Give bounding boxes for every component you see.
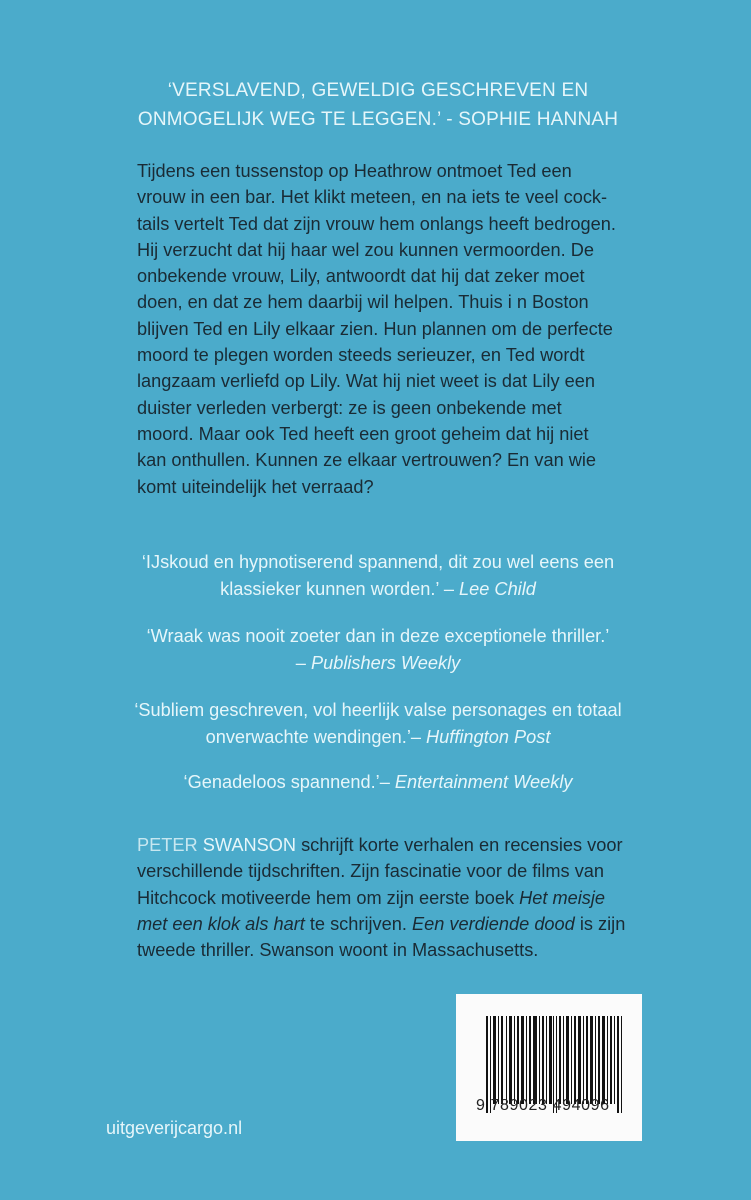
synopsis-line: moord te plegen worden steeds serieuzer, en Ted wordt (137, 345, 585, 366)
bio-text: verschillende tijdschriften. Zijn fascinatie voor de films van (137, 861, 605, 882)
bio-text: schrijft korte verhalen en recensies voor (296, 835, 623, 855)
quote-text: klassieker kunnen worden.’ – (220, 578, 460, 599)
book-title: Het meisje (519, 887, 606, 908)
synopsis-line: onbekende vrouw, Lily, antwoordt dat hij dat zeker moet (137, 266, 585, 287)
quote-attribution-line (123, 769, 633, 796)
book-title: met een klok als hart (137, 913, 305, 934)
review-quote-publishers-weekly (123, 623, 633, 676)
synopsis-line: duister verleden verbergt: ze is geen onbekende met (137, 397, 562, 418)
quote-text: ‘IJskoud en hypnotiserend spannend, dit zou wel eens een (141, 552, 615, 572)
headline-blurb (123, 76, 633, 134)
book-title: Een verdiende dood (411, 913, 575, 934)
bio-text: is zijn (574, 913, 626, 934)
quote-source: Entertainment Weekly (394, 772, 573, 792)
synopsis-line: blijven Ted en Lily elkaar zien. Hun plannen om de perfecte (137, 318, 613, 339)
author-first-name: PETER (137, 835, 198, 855)
bio-text: te schrijven. (304, 913, 412, 934)
synopsis-line: komt uiteindelijk het verraad? (137, 476, 374, 497)
quote-source: Huffington Post (426, 726, 551, 747)
isbn-barcode (456, 994, 642, 1141)
isbn-number: 9 789023 494096 (476, 1097, 610, 1114)
bio-text: tweede thriller. Swanson woont in Massachusetts. (137, 940, 539, 961)
quote-attribution-line (123, 650, 633, 677)
author-name (137, 835, 296, 855)
quote-source: Lee Child (459, 578, 536, 599)
synopsis-line: Tijdens een tussenstop op Heathrow ontmoet Ted een (137, 161, 572, 181)
synopsis-line: tails vertelt Ted dat zijn vrouw hem onlangs heeft bedrogen. (137, 213, 616, 234)
synopsis-line: doen, en dat ze hem daarbij wil helpen. Thuis i n Boston (137, 292, 589, 313)
blurb-line: ‘VERSLAVEND, GEWELDIG GESCHREVEN EN (167, 80, 589, 101)
quote-text: ‘Wraak was nooit zoeter dan in deze exceptionele thriller.’ (146, 626, 610, 646)
quote-text: onverwachte wendingen.’– (205, 726, 427, 747)
author-bio (137, 832, 627, 963)
review-quote-huffington-post (123, 697, 633, 750)
synopsis-line: Hij verzucht dat hij haar wel zou kunnen vermoorden. De (137, 239, 594, 260)
synopsis-line: moord. Maar ook Ted heeft een groot geheim dat hij niet (137, 423, 589, 444)
synopsis (137, 158, 627, 500)
author-last-name: SWANSON (202, 835, 297, 855)
publisher-website-link[interactable]: uitgeverijcargo.nl (106, 1118, 243, 1138)
review-quote-entertainment-weekly (123, 769, 633, 796)
blurb-line: ONMOGELIJK WEG TE LEGGEN.’ - SOPHIE HANNAH (137, 109, 619, 130)
bio-text: Hitchcock motiveerde hem om zijn eerste boek (137, 887, 520, 908)
synopsis-line: kan onthullen. Kunnen ze elkaar vertrouwen? En van wie (137, 450, 597, 471)
quote-attribution-line (123, 724, 633, 751)
synopsis-line: vrouw in een bar. Het klikt meteen, en na iets te veel cock- (137, 187, 608, 208)
quote-text: ‘Genadeloos spannend.’– (183, 772, 395, 792)
quote-source: Publishers Weekly (310, 652, 461, 673)
synopsis-line: langzaam verliefd op Lily. Wat hij niet weet is dat Lily een (137, 371, 595, 392)
review-quote-lee-child (123, 549, 633, 602)
quote-text: – (295, 652, 311, 673)
quote-attribution-line (123, 576, 633, 603)
quote-text: ‘Subliem geschreven, vol heerlijk valse personages en totaal (134, 700, 622, 720)
